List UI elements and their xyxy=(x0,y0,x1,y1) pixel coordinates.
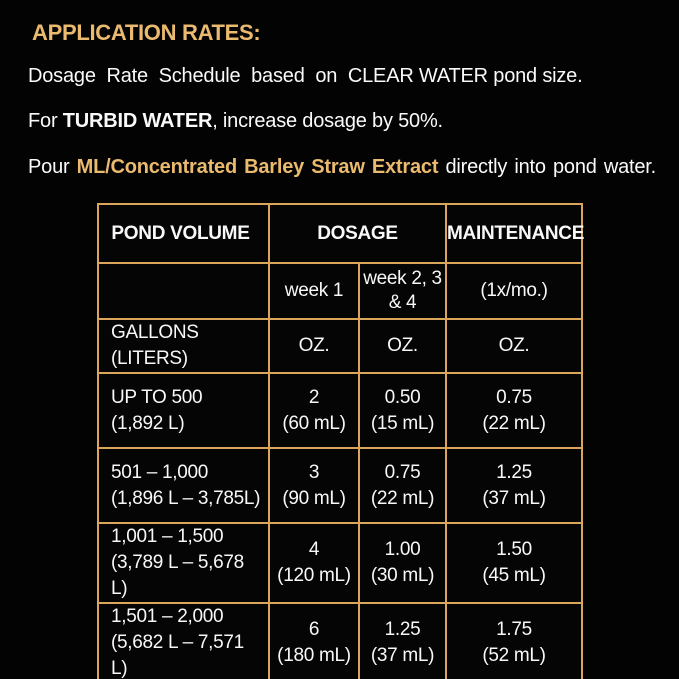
week234-oz: 1.25 xyxy=(384,619,421,640)
maintenance-ml: (22 mL) xyxy=(482,412,546,434)
week1-ml: (120 mL) xyxy=(277,565,351,586)
volume-cell xyxy=(98,448,269,523)
header-dosage: DOSAGE xyxy=(269,204,446,263)
volume-cell xyxy=(98,603,269,679)
header-pond-volume: POND VOLUME xyxy=(98,204,269,263)
maintenance-dose-cell xyxy=(446,523,582,603)
subheader-week234-line2: & 4 xyxy=(388,292,417,313)
week1-ml: (90 mL) xyxy=(282,487,346,509)
table-row xyxy=(98,603,582,679)
pour-instruction-line xyxy=(28,156,656,179)
maintenance-oz: 0.75 xyxy=(496,386,532,408)
week234-ml: (15 mL) xyxy=(370,412,435,434)
maintenance-oz: 1.25 xyxy=(496,461,532,483)
volume-gallons: 501 – 1,000 xyxy=(111,461,209,483)
week1-oz: 3 xyxy=(308,461,320,483)
header-maintenance: MAINTENANCE xyxy=(446,204,582,263)
table-row xyxy=(98,448,582,523)
maintenance-dose-cell xyxy=(446,373,582,448)
week234-ml: (22 mL) xyxy=(370,487,435,509)
pour-post-text: directly into pond water. xyxy=(438,156,656,178)
units-oz-week1: OZ. xyxy=(269,319,359,373)
volume-liters: (1,892 L) xyxy=(111,412,185,434)
maintenance-ml: (52 mL) xyxy=(482,645,546,666)
week1-dose-cell xyxy=(269,523,359,603)
week1-ml: (60 mL) xyxy=(282,412,346,434)
volume-liters: (1,896 L – 3,785L) xyxy=(111,487,261,509)
turbid-pre-text: For xyxy=(28,110,63,132)
units-gallons-label: GALLONS (LITERS) xyxy=(98,319,269,373)
week234-oz: 1.00 xyxy=(384,539,421,560)
week234-dose-cell xyxy=(359,523,446,603)
volume-cell xyxy=(98,373,269,448)
maintenance-dose-cell xyxy=(446,448,582,523)
subheader-week1: week 1 xyxy=(269,263,359,319)
units-oz-week234: OZ. xyxy=(359,319,446,373)
week234-oz: 0.75 xyxy=(384,461,421,483)
units-oz-maintenance: OZ. xyxy=(446,319,582,373)
clear-water-line xyxy=(28,65,652,88)
table-row xyxy=(98,373,582,448)
week1-dose-cell xyxy=(269,373,359,448)
week1-dose-cell xyxy=(269,603,359,679)
maintenance-oz: 1.50 xyxy=(496,539,532,560)
maintenance-dose-cell xyxy=(446,603,582,679)
volume-liters: (5,682 L – 7,571 L) xyxy=(111,632,244,679)
subheader-maintenance-freq: (1x/mo.) xyxy=(446,263,582,319)
subheader-week234-line1: week 2, 3 xyxy=(363,268,442,289)
table-header-row xyxy=(98,204,582,263)
maintenance-ml: (45 mL) xyxy=(482,565,546,586)
volume-gallons: 1,001 – 1,500 xyxy=(111,526,224,547)
week1-dose-cell xyxy=(269,448,359,523)
volume-gallons: UP TO 500 xyxy=(111,386,203,408)
application-rates-heading: APPLICATION RATES: xyxy=(32,20,261,45)
table-units-row xyxy=(98,319,582,373)
week234-dose-cell xyxy=(359,373,446,448)
dosage-rate-table xyxy=(97,203,583,679)
maintenance-oz: 1.75 xyxy=(496,619,532,640)
subheader-empty-cell xyxy=(98,263,269,319)
pour-pre-text: Pour xyxy=(28,156,77,178)
week234-oz: 0.50 xyxy=(384,386,421,408)
week234-dose-cell xyxy=(359,603,446,679)
week1-oz: 6 xyxy=(308,619,320,640)
volume-gallons: 1,501 – 2,000 xyxy=(111,606,224,627)
table-row xyxy=(98,523,582,603)
maintenance-ml: (37 mL) xyxy=(482,487,546,509)
week234-ml: (30 mL) xyxy=(370,565,435,586)
week234-dose-cell xyxy=(359,448,446,523)
turbid-bold-text: TURBID WATER xyxy=(62,110,213,132)
subheader-week234 xyxy=(359,263,446,319)
turbid-post-text: , increase dosage by 50%. xyxy=(212,110,443,132)
week1-oz: 2 xyxy=(308,386,320,408)
clear-water-text: Dosage Rate Schedule based on CLEAR WATER pond size. xyxy=(28,65,583,87)
turbid-water-line xyxy=(28,110,443,133)
volume-cell xyxy=(98,523,269,603)
product-name-text: ML/Concentrated Barley Straw Extract xyxy=(76,156,439,178)
week1-ml: (180 mL) xyxy=(277,645,351,666)
week1-oz: 4 xyxy=(308,539,320,560)
week234-ml: (37 mL) xyxy=(370,645,435,666)
table-subheader-row xyxy=(98,263,582,319)
volume-liters: (3,789 L – 5,678 L) xyxy=(111,552,244,599)
